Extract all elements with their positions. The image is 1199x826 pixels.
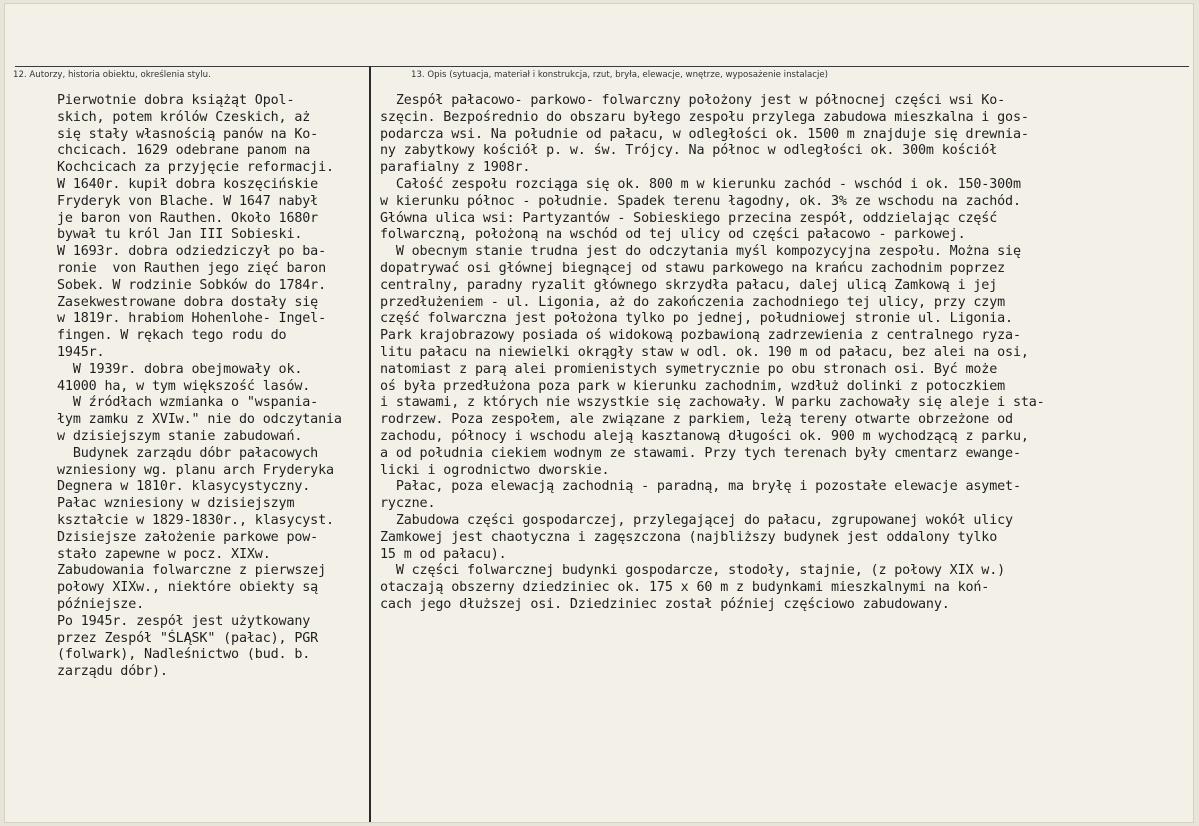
text-line: natomiast z parą alei promienistych symetrycznie po obu stronach osi. Być może xyxy=(380,361,998,377)
history-text xyxy=(57,93,377,681)
header-divider xyxy=(15,66,1189,67)
text-line: 1945r. xyxy=(57,344,105,360)
text-line: Kochcicach za przyjęcie reformacji. xyxy=(57,160,334,176)
text-line: część folwarczna jest położona tylko po jednej, południowej stronie ul. Ligonia. xyxy=(380,311,1013,327)
text-line: folwarczną, położoną na wschód od tej ulicy od części pałacowo - parkowej. xyxy=(380,227,966,243)
text-line: 15 m od pałacu). xyxy=(380,546,507,562)
text-line: w dzisiejszym stanie zabudowań. xyxy=(57,428,303,444)
text-line: (folwark), Nadleśnictwo (bud. b. xyxy=(57,647,311,663)
text-line: oś była przedłużona poza park w kierunku zachodnim, wzdłuż dolinki z potoczkiem xyxy=(380,378,1006,394)
text-line: przedłużeniem - ul. Ligonia, aż do zakończenia zachodniego tej ulicy, przy czym xyxy=(380,294,1006,310)
text-line: W obecnym stanie trudna jest do odczytania myśl kompozycyjna zespołu. Można się xyxy=(380,244,1021,260)
text-line: zarządu dóbr). xyxy=(57,664,168,680)
text-line: litu pałacu na niewielki okrągły staw w odl. ok. 190 m od pałacu, bez alei na osi, xyxy=(380,344,1029,360)
text-line: Zabudowania folwarczne z pierwszej xyxy=(57,563,327,579)
text-line: Główna ulica wsi: Partyzantów - Sobieskiego przecina zespół, oddzielając część xyxy=(380,210,998,226)
text-line: Park krajobrazowy posiada oś widokową pozbawioną zadrzewienia z centralnego ryza- xyxy=(380,328,1021,344)
text-line: 41000 ha, w tym większość lasów. xyxy=(57,378,311,394)
text-line: Całość zespołu rozciąga się ok. 800 m w kierunku zachód - wschód i ok. 150-300m xyxy=(380,176,1021,192)
text-line: fingen. W rękach tego rodu do xyxy=(57,328,287,344)
text-line: i stawami, z których nie wszystkie się zachowały. W parku zachowały się aleje i sta- xyxy=(380,395,1045,411)
text-line: je baron von Rauthen. Około 1680r xyxy=(57,210,319,226)
text-line: przez Zespół "ŚLĄSK" (pałac), PGR xyxy=(57,630,319,646)
text-line: w 1819r. hrabiom Hohenlohe- Ingel- xyxy=(57,311,327,327)
text-line: Dzisiejsze założenie parkowe pow- xyxy=(57,529,319,545)
text-line: Po 1945r. zespół jest użytkowany xyxy=(57,613,311,629)
text-line: chcicach. 1629 odebrane panom na xyxy=(57,143,311,159)
text-line: bywał tu król Jan III Sobieski. xyxy=(57,227,303,243)
text-line: późniejsze. xyxy=(57,596,145,612)
text-line: łym zamku z XVIw." nie do odczytania xyxy=(57,412,342,428)
text-line: Pałac wzniesiony w dzisiejszym xyxy=(57,496,295,512)
text-line: cach jego dłuższej osi. Dziedziniec został później częściowo zabudowany. xyxy=(380,596,950,612)
section-12-label: 12. Autorzy, historia obiektu, określenia stylu. xyxy=(13,70,211,80)
text-line: W 1693r. dobra odziedziczył po ba- xyxy=(57,244,327,260)
text-line: się stały własnością panów na Ko- xyxy=(57,126,319,142)
text-line: Fryderyk von Blache. W 1647 nabył xyxy=(57,193,319,209)
text-line: Sobek. W rodzinie Sobków do 1784r. xyxy=(57,277,327,293)
text-line: podarcza wsi. Na południe od pałacu, w odległości ok. 1500 m znajduje się drewnia- xyxy=(380,126,1029,142)
section-13-label: 13. Opis (sytuacja, materiał i konstrukcja, rzut, bryła, elewacje, wnętrze, wyposażenie instalacje) xyxy=(411,70,829,80)
text-line: w kierunku północ - południe. Spadek terenu łagodny, ok. 3% ze wschodu na zachód. xyxy=(380,193,1021,209)
text-line: połowy XIXw., niektóre obiekty są xyxy=(57,580,319,596)
text-line: W części folwarcznej budynki gospodarcze, stodoły, stajnie, (z połowy XIX w.) xyxy=(380,563,1006,579)
text-line: kształcie w 1829-1830r., klasycyst. xyxy=(57,512,334,528)
text-line: stało zapewne w pocz. XIXw. xyxy=(57,546,271,562)
text-line: ny zabytkowy kościół p. w. św. Trójcy. Na północ w odległości ok. 300m kościół xyxy=(380,143,998,159)
text-line: Pałac, poza elewacją zachodnią - paradną, ma bryłę i pozostałe elewacje asymet- xyxy=(380,479,1021,495)
text-line: licki i ogrodnictwo dworskie. xyxy=(380,462,610,478)
text-line: Pierwotnie dobra książąt Opol- xyxy=(57,93,295,108)
text-line: skich, potem królów Czeskich, aż xyxy=(57,109,311,125)
text-line: Zasekwestrowane dobra dostały się xyxy=(57,294,319,310)
text-line: dopatrywać osi głównej biegnącej od stawu parkowego na krańcu zachodnim poprzez xyxy=(380,260,1006,276)
text-line: W 1640r. kupił dobra koszęcińskie xyxy=(57,176,319,192)
text-line: W 1939r. dobra obejmowały ok. xyxy=(57,361,303,377)
text-line: rodrzew. Poza zespołem, ale związane z parkiem, leżą tereny otwarte obrzeżone od xyxy=(380,412,1013,428)
text-line: szęcin. Bezpośrednio do obszaru byłego zespołu przylega zabudowa mieszkalna i gos- xyxy=(380,109,1029,125)
text-line: Zabudowa części gospodarczej, przylegającej do pałacu, zgrupowanej wokół ulicy xyxy=(380,512,1013,528)
text-line: Zespół pałacowo- parkowo- folwarczny położony jest w północnej części wsi Ko- xyxy=(380,93,1006,108)
text-line: ryczne. xyxy=(380,496,436,512)
text-line: otaczają obszerny dziedziniec ok. 175 x 60 m z budynkami mieszkalnymi na koń- xyxy=(380,580,990,596)
text-line: wzniesiony wg. planu arch Fryderyka xyxy=(57,462,334,478)
text-line: W źródłach wzmianka o "wspania- xyxy=(57,395,319,411)
text-line: parafialny z 1908r. xyxy=(380,160,531,176)
text-line: Zamkowej jest chaotyczna i zagęszczona (najbliższy budynek jest oddalony tylko xyxy=(380,529,998,545)
text-line: zachodu, północy i wschodu aleją kasztanową długości ok. 900 m wychodzącą z parku, xyxy=(380,428,1029,444)
text-line: ronie von Rauthen jego zięć baron xyxy=(57,260,327,276)
text-line: a od południa ciekiem wodnym ze stawami. Przy tych terenach były cmentarz ewange- xyxy=(380,445,1021,461)
text-line: Degnera w 1810r. klasycystyczny. xyxy=(57,479,311,495)
description-text xyxy=(380,93,1192,614)
text-line: Budynek zarządu dóbr pałacowych xyxy=(57,445,319,461)
text-line: centralny, paradny ryzalit głównego skrzydła pałacu, dalej ulicą Zamkową i jej xyxy=(380,277,998,293)
